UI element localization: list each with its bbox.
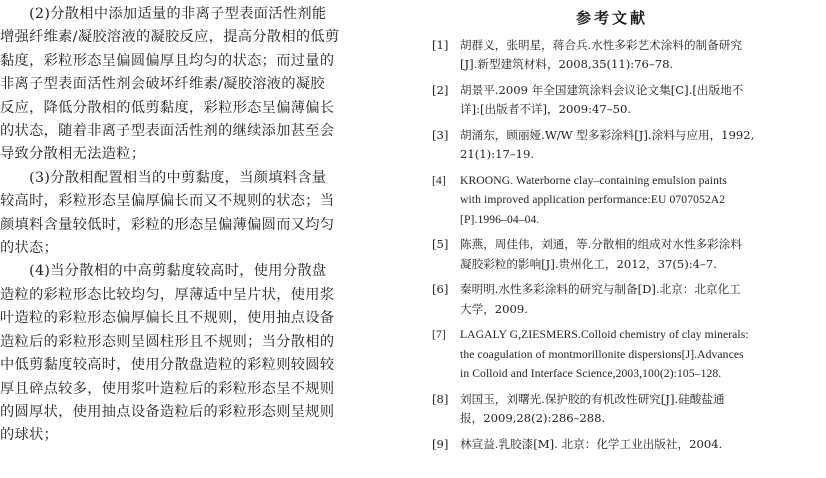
- text-line: (2)分散相中添加适量的非离子型表面活性剂能: [0, 6, 327, 22]
- text-line: 的状态；: [0, 240, 59, 257]
- text-line: 的状态，随着非离子型表面活性剂的继续添加甚至会: [0, 123, 335, 140]
- reference-line: 胡景平.2009 年全国建筑涂料会议论文集[C].[出版地不: [460, 83, 744, 97]
- reference-line: [P].1996–04–04.: [460, 212, 540, 226]
- text-line: 反应，降低分散相的低剪黏度，彩粒形态呈偏薄偏长: [0, 99, 335, 116]
- reference-number: [8]: [432, 391, 449, 406]
- reference-item: [432, 126, 826, 165]
- text-line: 造粒的彩粒形态比较均匀，厚薄适中呈片状，使用浆: [0, 286, 335, 303]
- reference-line: with improved application performance:EU 0707052A2: [460, 193, 726, 207]
- reference-number: [7]: [432, 328, 446, 342]
- reference-line: KROONG. Waterborne clay–containing emulsion paints: [460, 174, 727, 187]
- text-line: 的球状；: [0, 427, 59, 444]
- reference-item: [432, 36, 826, 75]
- text-line: (4)当分散相的中高剪黏度较高时，使用分散盘: [0, 263, 327, 280]
- reference-line: 秦明明.水性多彩涂料的研究与制备[D].北京：北京化工: [460, 282, 741, 297]
- reference-line: the coagulation of montmorillonite dispersions[J].Advances: [460, 347, 744, 361]
- text-line: 造粒后的彩粒形态则呈圆柱形且不规则；当分散相的: [0, 333, 335, 350]
- reference-number: [6]: [432, 282, 449, 297]
- reference-item: [432, 235, 826, 274]
- reference-line: 刘国玉，刘曙光.保护胶的有机改性研究[J].硅酸盐通: [460, 391, 725, 406]
- text-line: 中低剪黏度较高时，使用分散盘造粒的彩粒则较圆较: [0, 357, 335, 374]
- paragraph-3: [0, 167, 418, 261]
- reference-item: [432, 390, 826, 429]
- paragraph-2: [0, 3, 418, 167]
- text-line: 颜填料含量较低时，彩粒的形态呈偏薄偏圆而又均匀: [0, 216, 335, 233]
- reference-line: 大学，2009.: [460, 301, 528, 316]
- reference-list: [432, 36, 826, 460]
- reference-line: 凝胶彩粒的影响[J].贵州化工，2012，37(5):4–7.: [460, 256, 717, 271]
- text-line: (3)分散相配置相当的中剪黏度，当颜填料含量: [0, 169, 327, 186]
- reference-number: [9]: [432, 436, 449, 451]
- text-line: 导致分散相无法造粒；: [0, 146, 146, 163]
- paragraph-4: [0, 260, 418, 447]
- reference-line: 陈燕，周佳伟，刘通，等.分散相的组成对水性多彩涂料: [460, 237, 742, 252]
- reference-line: 报，2009,28(2):286–288.: [460, 411, 606, 426]
- reference-item: [432, 280, 826, 319]
- references-heading: 参考文献: [575, 9, 648, 27]
- text-line: 黏度，彩粒形态呈偏圆偏厚且均匀的状态；而过量的: [0, 52, 335, 69]
- reference-item: [432, 325, 826, 383]
- reference-item: [432, 171, 826, 229]
- reference-line: 胡涌东，顾丽娅.W/W 型多彩涂料[J].涂料与应用，1992,: [460, 128, 755, 142]
- references-column: [432, 0, 826, 478]
- text-line: 叶造粒的彩粒形态偏厚偏长且不规则，使用抽点设备: [0, 310, 335, 327]
- text-line: 较高时，彩粒形态呈偏厚偏长而又不规则的状态；当: [0, 193, 335, 210]
- reference-number: [5]: [432, 237, 449, 252]
- reference-line: 21(1):17–19.: [460, 147, 535, 162]
- text-line: 非离子型表面活性剂会破坏纤维素/凝胶溶液的凝胶: [0, 76, 325, 93]
- reference-number: [4]: [432, 174, 446, 187]
- text-line: 的圆厚状，使用抽点设备造粒后的彩粒形态则呈规则: [0, 403, 335, 420]
- reference-item: [432, 81, 826, 120]
- reference-line: [J].新型建筑材料，2008,35(11):76–78.: [460, 57, 674, 72]
- reference-line: 胡群义，张明星，蒋合兵.水性多彩艺术涂料的制备研究: [460, 38, 742, 52]
- reference-number: [3]: [432, 128, 449, 142]
- reference-line: 详]:[出版者不详]，2009:47–50.: [460, 102, 632, 117]
- text-line: 增强纤维素/凝胶溶液的凝胶反应，提高分散相的低剪: [0, 29, 340, 46]
- reference-line: LAGALY G,ZIESMERS.Colloid chemistry of clay minerals:: [460, 328, 749, 342]
- reference-line: in Colloid and Interface Science,2003,100(2):105–128.: [460, 367, 722, 381]
- reference-item: [432, 435, 826, 454]
- reference-number: [2]: [432, 83, 449, 97]
- reference-line: 林宣益.乳胶漆[M]. 北京：化学工业出版社，2004.: [460, 436, 723, 451]
- text-line: 厚且碎点较多，使用浆叶造粒后的彩粒形态呈不规则: [0, 380, 335, 397]
- reference-number: [1]: [432, 38, 449, 52]
